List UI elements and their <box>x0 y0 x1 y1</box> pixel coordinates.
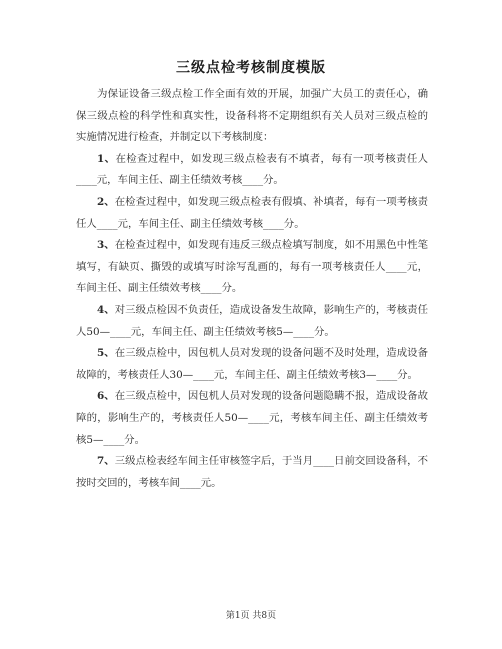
clause-3 <box>76 235 428 300</box>
clause-text: 对三级点检因不负责任，造成设备发生故障，影响生产的，考核责任人50—____元，车间主任、副主任绩效考核5—____分。 <box>76 303 428 338</box>
clause-text: 在检查过程中，如发现三级点检表有不填者，每有一项考核责任人____元，车间主任、副主任绩效考核____分。 <box>76 152 429 187</box>
clause-text: 三级点检表经车间主任审核签字后，于当月____日前交回设备科，不按时交回的，考核车间____元。 <box>76 455 428 489</box>
clause-6 <box>76 386 428 451</box>
clause-7 <box>76 451 428 494</box>
clause-number: 5、 <box>97 347 115 360</box>
clause-number: 3、 <box>97 239 115 252</box>
clause-text: 在检查过程中，如发现三级点检表有假填、补填者，每有一项考核责任人____元，车间主任、副主任绩效考核____分。 <box>76 195 428 230</box>
clause-number: 7、 <box>97 455 115 468</box>
clause-1 <box>76 149 428 192</box>
intro-paragraph: 为保证设备三级点检工作全面有效的开展，加强广大员工的责任心，确保三级点检的科学性和真实性，设备科将不定期组织有关人员对三级点检的实施情况进行检查，并制定以下考核制度： <box>76 88 428 144</box>
clause-number: 1、 <box>97 152 116 165</box>
clause-text: 在三级点检中，因包机人员对发现的设备问题隐瞒不报，造成设备故障的，影响生产的，考核责任人50—____元，考核车间主任、副主任绩效考核5—____分。 <box>76 390 428 446</box>
page-number-footer: 第1页 共8页 <box>225 611 277 621</box>
document-body <box>76 84 428 494</box>
clause-5 <box>76 343 428 386</box>
clause-text: 在检查过程中，如发现有违反三级点检填写制度，如不用黑色中性笔填写，有缺页、撕毁的或填写时涂写乱画的，每有一项考核责任人____元，车间主任、副主任绩效考核____分。 <box>76 239 428 295</box>
clause-4 <box>76 300 428 343</box>
document-title: 三级点检考核制度模版 <box>176 60 326 76</box>
clause-number: 6、 <box>97 390 115 403</box>
clause-2 <box>76 192 428 235</box>
clause-number: 2、 <box>97 195 115 208</box>
clause-number: 4、 <box>97 303 115 316</box>
clause-text: 在三级点检中，因包机人员对发现的设备问题不及时处理，造成设备故障的，考核责任人30—____元，车间主任、副主任绩效考核3—____分。 <box>76 347 428 381</box>
